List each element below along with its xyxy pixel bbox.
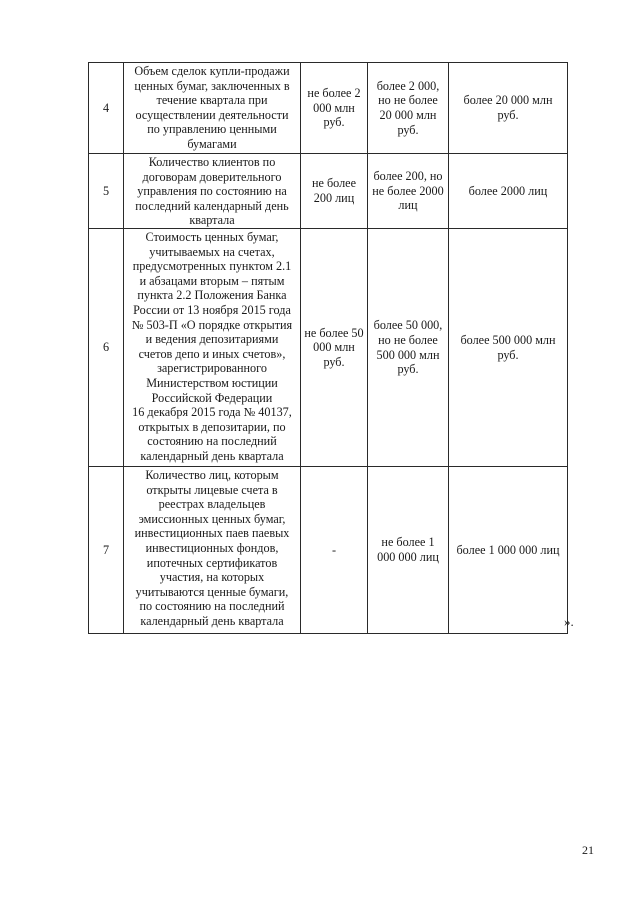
threshold-high: более 1 000 000 лиц <box>449 467 568 634</box>
table-row <box>89 63 568 154</box>
description-line: течение квартала при <box>156 93 268 108</box>
row-number: 4 <box>89 63 124 154</box>
description-line: календарный день квартала <box>140 613 284 628</box>
description-line: договорам доверительного <box>142 169 282 184</box>
description-line: инвестиционных фондов, <box>145 540 279 555</box>
description-line: по управлению ценными <box>147 122 277 137</box>
row-number: 7 <box>89 467 124 634</box>
table-row <box>89 467 568 634</box>
description-line: календарный день квартала <box>140 448 284 463</box>
description-line: учитываются ценные бумаги, <box>135 584 289 599</box>
description-line: Количество клиентов по <box>148 155 276 169</box>
description-line: и абзацами вторым – пятым <box>139 273 285 288</box>
threshold-low: - <box>301 467 368 634</box>
row-number: 6 <box>89 229 124 467</box>
threshold-low: не более 200 лиц <box>301 154 368 229</box>
page-number: 21 <box>582 843 594 857</box>
row-description <box>124 63 301 154</box>
description-line: участия, на которых <box>159 570 265 585</box>
threshold-high: более 500 000 млн руб. <box>449 229 568 467</box>
description-line: эмиссионных ценных бумаг, <box>138 511 286 526</box>
description-line: № 503-П «О порядке открытия <box>131 317 293 332</box>
threshold-mid: более 2 000, но не более 20 000 млн руб. <box>368 63 449 154</box>
description-line: предусмотренных пунктом 2.1 <box>132 259 292 274</box>
description-line: пункта 2.2 Положения Банка <box>137 288 287 303</box>
description-line: 16 декабря 2015 года № 40137, <box>132 405 292 420</box>
threshold-mid: не более 1 000 000 лиц <box>368 467 449 634</box>
row-number: 5 <box>89 154 124 229</box>
threshold-high: более 2000 лиц <box>449 154 568 229</box>
row-description <box>124 467 301 634</box>
description-line: ипотечных сертификатов <box>146 555 278 570</box>
description-line: по состоянию на последний <box>139 599 285 614</box>
description-line: инвестиционных паев паевых <box>134 526 290 541</box>
closing-quote: ». <box>564 614 574 629</box>
description-line: квартала <box>189 213 235 228</box>
description-line: открытых в депозитарии, по <box>138 419 286 434</box>
description-line: открыты лицевые счета в <box>146 482 278 497</box>
description-line: Объем сделок купли-продажи <box>134 64 290 78</box>
description-line: Министерством юстиции <box>146 375 278 390</box>
description-line: учитываемых на счетах, <box>149 244 275 259</box>
threshold-mid: более 50 000, но не более 500 000 млн руб. <box>368 229 449 467</box>
table-row <box>89 229 568 467</box>
description-line: зарегистрированного <box>157 361 267 376</box>
description-line: ценных бумаг, заключенных в <box>134 78 290 93</box>
criteria-table <box>88 62 568 634</box>
threshold-mid: более 200, но не более 2000 лиц <box>368 154 449 229</box>
threshold-low: не более 2 000 млн руб. <box>301 63 368 154</box>
description-line: реестрах владельцев <box>158 497 266 512</box>
description-line: счетов депо и иных счетов», <box>138 346 286 361</box>
description-line: последний календарный день <box>135 198 289 213</box>
row-description <box>124 229 301 467</box>
description-line: и ведения депозитариями <box>145 332 279 347</box>
description-line: Количество лиц, которым <box>145 468 279 482</box>
description-line: осуществлении деятельности <box>135 107 289 122</box>
threshold-high: более 20 000 млн руб. <box>449 63 568 154</box>
description-line: состоянию на последний <box>147 434 277 449</box>
description-line: управления по состоянию на <box>137 184 287 199</box>
description-line: бумагами <box>187 136 237 151</box>
row-description <box>124 154 301 229</box>
table-row <box>89 154 568 229</box>
threshold-low: не более 50 000 млн руб. <box>301 229 368 467</box>
description-line: России от 13 ноября 2015 года <box>133 302 291 317</box>
description-line: Российской Федерации <box>151 390 273 405</box>
description-line: Стоимость ценных бумаг, <box>145 230 279 244</box>
